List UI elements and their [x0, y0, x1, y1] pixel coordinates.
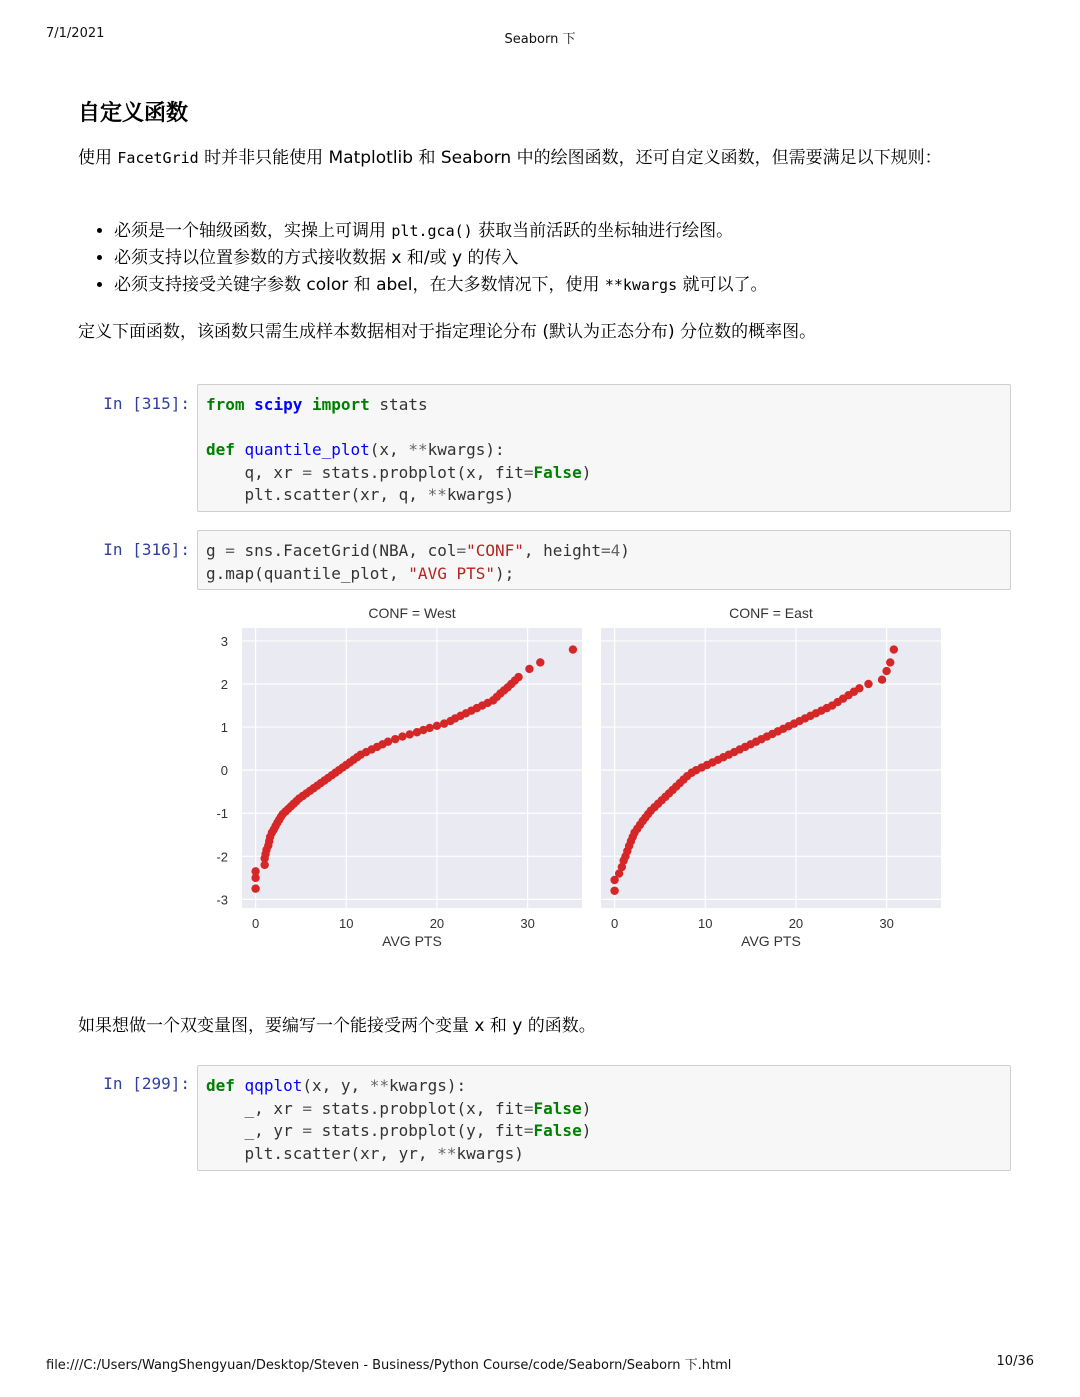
x-tick-label: 10 — [339, 916, 354, 931]
code-block: from scipy import stats def quantile_plot(x, **kwargs): q, xr = stats.probplot(x, fit=False) plt.scatter(xr, q, **kwargs) — [206, 395, 592, 504]
y-tick-label: -1 — [216, 806, 228, 822]
x-tick-label: 0 — [251, 916, 260, 931]
rule-item — [114, 245, 768, 272]
paragraph-quantile: 定义下面函数，该函数只需生成样本数据相对于指定理论分布 (默认为正态分布) 分位数的概率图。 — [78, 322, 817, 342]
y-tick-label: -2 — [216, 849, 228, 865]
paragraph-bivariate: 如果想做一个双变量图，要编写一个能接受两个变量 x 和 y 的函数。 — [78, 1016, 596, 1036]
panel-title: CONF = East — [729, 605, 813, 621]
x-axis-label: AVG PTS — [741, 933, 801, 949]
rule-text-a: 必须支持以位置参数的方式接收数据 x 和/或 y 的传入 — [114, 248, 519, 268]
x-tick-label: 20 — [429, 916, 445, 931]
data-point — [425, 724, 433, 732]
y-tick-label: 3 — [220, 633, 228, 649]
rule-inline-code: **kwargs — [604, 276, 678, 294]
data-point — [391, 735, 399, 743]
rule-inline-code: plt.gca() — [391, 222, 473, 240]
code-cell-315[interactable] — [197, 384, 1011, 512]
y-tick-label: 1 — [220, 720, 228, 736]
y-tick-label: 0 — [220, 763, 228, 779]
x-tick-label: 0 — [610, 916, 619, 931]
x-axis-label: AVG PTS — [382, 933, 442, 949]
intro-text-a: 使用 — [78, 148, 118, 168]
data-point — [882, 667, 890, 675]
rules-list — [78, 218, 768, 299]
x-tick-label: 20 — [788, 916, 804, 931]
print-date: 7/1/2021 — [46, 26, 105, 41]
rule-item — [114, 272, 768, 299]
data-point — [610, 887, 618, 895]
facetgrid-chart — [200, 598, 960, 966]
section-heading: 自定义函数 — [78, 101, 189, 126]
rule-text-b: 获取当前活跃的坐标轴进行绘图。 — [472, 221, 734, 241]
rule-text-b: 就可以了。 — [677, 275, 768, 295]
intro-paragraph — [78, 145, 988, 172]
rule-item — [114, 218, 768, 245]
intro-inline-code: FacetGrid — [117, 149, 199, 167]
data-point — [864, 680, 872, 688]
data-point — [536, 658, 544, 666]
data-point — [569, 645, 577, 653]
x-tick-label: 30 — [520, 916, 535, 931]
x-tick-label: 30 — [879, 916, 894, 931]
data-point — [384, 738, 392, 746]
print-title: Seaborn 下 — [504, 32, 576, 47]
code-block: g = sns.FacetGrid(NBA, col="CONF", height=4) g.map(quantile_plot, "AVG PTS"); — [206, 541, 630, 583]
data-point — [251, 867, 259, 875]
data-point — [433, 722, 441, 730]
x-tick-label: 10 — [698, 916, 713, 931]
rule-text-a: 必须支持接受关键字参数 color 和 abel，在大多数情况下，使用 — [114, 275, 605, 295]
y-tick-label: 2 — [220, 677, 228, 692]
panel-title: CONF = West — [368, 605, 456, 621]
intro-text-b: 时并非只能使用 Matplotlib 和 Seaborn 中的绘图函数，还可自定义函数，但需要满足以下规则： — [198, 148, 942, 168]
print-url: file:///C:/Users/WangShengyuan/Desktop/Steven - Business/Python Course/code/Seaborn/Seaborn 下.html — [46, 1358, 732, 1373]
cell-prompt: In [315]: — [103, 394, 190, 413]
page-number: 10/36 — [996, 1354, 1034, 1369]
cell-prompt: In [316]: — [103, 540, 190, 559]
data-point — [890, 645, 898, 653]
rule-text-a: 必须是一个轴级函数，实操上可调用 — [114, 221, 392, 241]
data-point — [525, 665, 533, 673]
data-point — [398, 732, 406, 740]
data-point — [251, 884, 259, 892]
data-point — [878, 675, 886, 683]
data-point — [855, 684, 863, 692]
cell-prompt: In [299]: — [103, 1074, 190, 1093]
data-point — [514, 673, 522, 681]
code-cell-316[interactable] — [197, 530, 1011, 590]
code-block: def qqplot(x, y, **kwargs): _, xr = stats.probplot(x, fit=False) _, yr = stats.probplot(y, fit=False) plt.scatter(xr, yr, **kwargs) — [206, 1076, 592, 1163]
facetgrid-output — [200, 598, 960, 966]
y-tick-label: -3 — [216, 892, 228, 908]
data-point — [886, 658, 894, 666]
code-cell-299[interactable] — [197, 1065, 1011, 1171]
data-point — [406, 730, 414, 738]
